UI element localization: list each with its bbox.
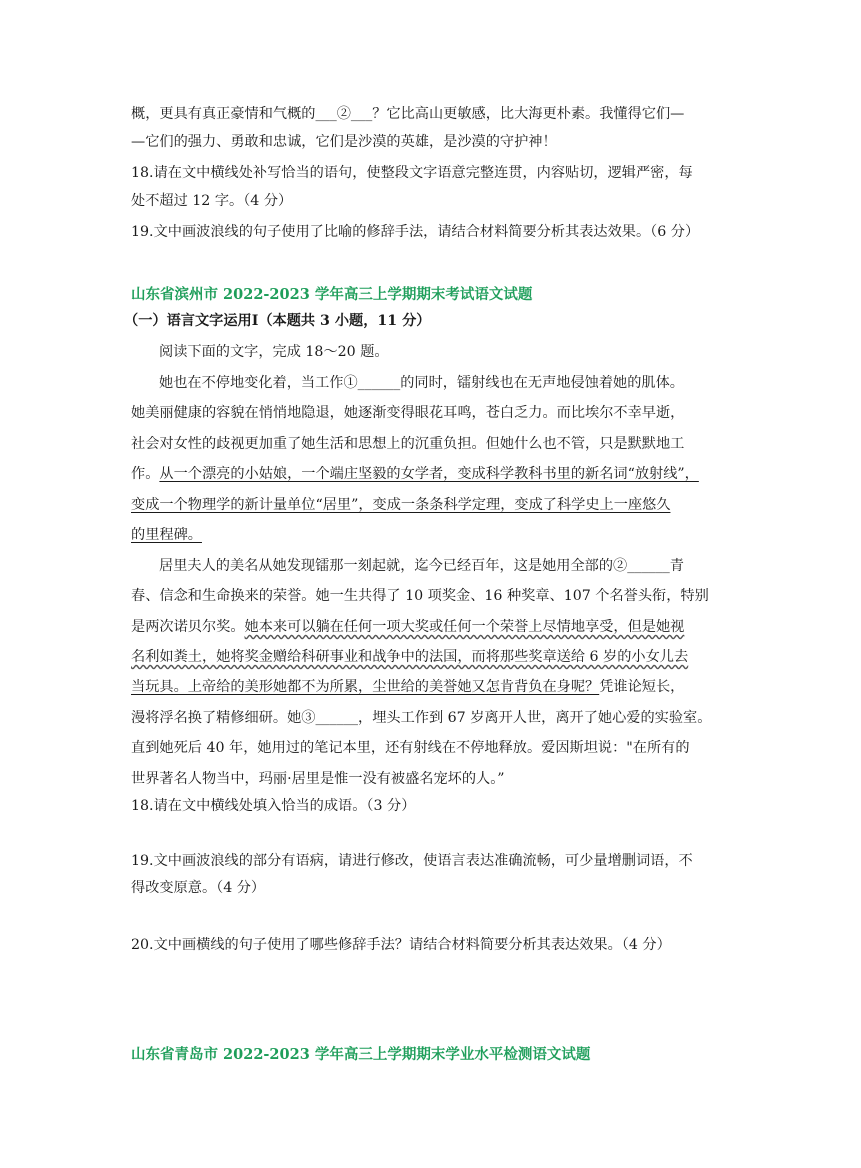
question-19-cont: 得改变原意。（4 分）	[131, 880, 266, 896]
question-18-prev-cont: 处不超过 12 字。（4 分）	[131, 193, 293, 209]
instruction: 阅读下面的文字，完成 18～20 题。	[159, 344, 389, 360]
underlined-sentence: 当玩具。上帝给的美形她都不为所累，尘世给的美誉她又怎肯背负在身呢？	[131, 679, 600, 695]
paragraph-line	[131, 617, 731, 637]
question-19: 19.文中画波浪线的部分有语病，请进行修改，使语言表达准确流畅，可少量增删词语，不	[131, 853, 693, 869]
paragraph-line: 她也在不停地变化着，当工作①______的同时，镭射线也在无声地侵蚀着她的肌体。	[159, 375, 684, 391]
underlined-sentence: 的里程碑。	[131, 527, 202, 543]
paragraph-line: 春、信念和生命换来的荣誉。她一生共得了 10 项奖金、16 种奖章、107 个名誉头衔，特别	[131, 588, 709, 604]
paragraph-line: 居里夫人的美名从她发现镭那一刻起就，迄今已经百年，这是她用全部的②______青	[159, 558, 684, 574]
paragraph-line	[131, 647, 731, 667]
paragraph-line: 漫将浮名换了精修细研。她③______，埋头工作到 67 岁离开人世，离开了她心爱的实验室。	[131, 710, 712, 726]
source-title-qingdao: 山东省青岛市 2022-2023 学年高三上学期期末学业水平检测语文试题	[131, 1046, 591, 1063]
paragraph-line	[131, 464, 731, 484]
paragraph-line: 她美丽健康的容貌在悄悄地隐退，她逐渐变得眼花耳鸣，苍白乏力。而比埃尔不幸早逝，	[131, 405, 685, 421]
paragraph-line	[131, 525, 731, 545]
source-title-binzhou: 山东省滨州市 2022-2023 学年高三上学期期末考试语文试题	[131, 286, 533, 303]
underlined-sentence: 变成一个物理学的新计量单位“居里”，变成一条条科学定理，变成了科学史上一座悠久	[131, 497, 671, 513]
paragraph-line	[131, 495, 731, 515]
section-title: （一）语言文字运用Ⅰ（本题共 3 小题，11 分）	[124, 313, 431, 329]
wavy-underlined-sentence: 名利如粪土，她将奖金赠给科研事业和战争中的法国，而将那些奖章送给 6 岁的小女儿去	[131, 649, 689, 665]
wavy-underlined-sentence: 她本来可以躺在任何一项大奖或任何一个荣誉上尽情地享受，但是她视	[244, 619, 685, 635]
paragraph-line: —它们的强力、勇敢和忠诚，它们是沙漠的英雄，是沙漠的守护神！	[131, 134, 557, 150]
paragraph-line: 概，更具有真正豪情和气概的___②___？它比高山更敏感，比大海更朴素。我懂得它们—	[131, 106, 685, 122]
paragraph-line: 社会对女性的歧视更加重了她生活和思想上的沉重负担。但她什么也不管，只是默默地工	[131, 436, 685, 452]
paragraph-line: 直到她死后 40 年，她用过的笔记本里，还有射线在不停地释放。爱因斯坦说："在所有的	[131, 740, 690, 756]
question-18: 18.请在文中横线处填入恰当的成语。（3 分）	[131, 798, 416, 814]
text-span: 凭谁论短长，	[599, 679, 685, 695]
question-18-prev: 18.请在文中横线处补写恰当的语句，使整段文字语意完整连贯，内容贴切，逻辑严密，每	[131, 165, 693, 181]
text-span: 是两次诺贝尔奖。	[131, 619, 245, 635]
text-span: 作。	[131, 466, 160, 482]
question-19-prev: 19.文中画波浪线的句子使用了比喻的修辞手法，请结合材料简要分析其表达效果。（6 分）	[131, 224, 700, 240]
question-20: 20.文中画横线的句子使用了哪些修辞手法？请结合材料简要分析其表达效果。（4 分）	[131, 937, 671, 953]
paragraph-line	[131, 677, 731, 697]
underlined-sentence: 从一个漂亮的小姑娘，一个端庄坚毅的女学者，变成科学教科书里的新名词“放射线”，	[159, 466, 699, 482]
paragraph-line: 世界著名人物当中，玛丽·居里是惟一没有被盛名宠坏的人。”	[131, 771, 505, 787]
